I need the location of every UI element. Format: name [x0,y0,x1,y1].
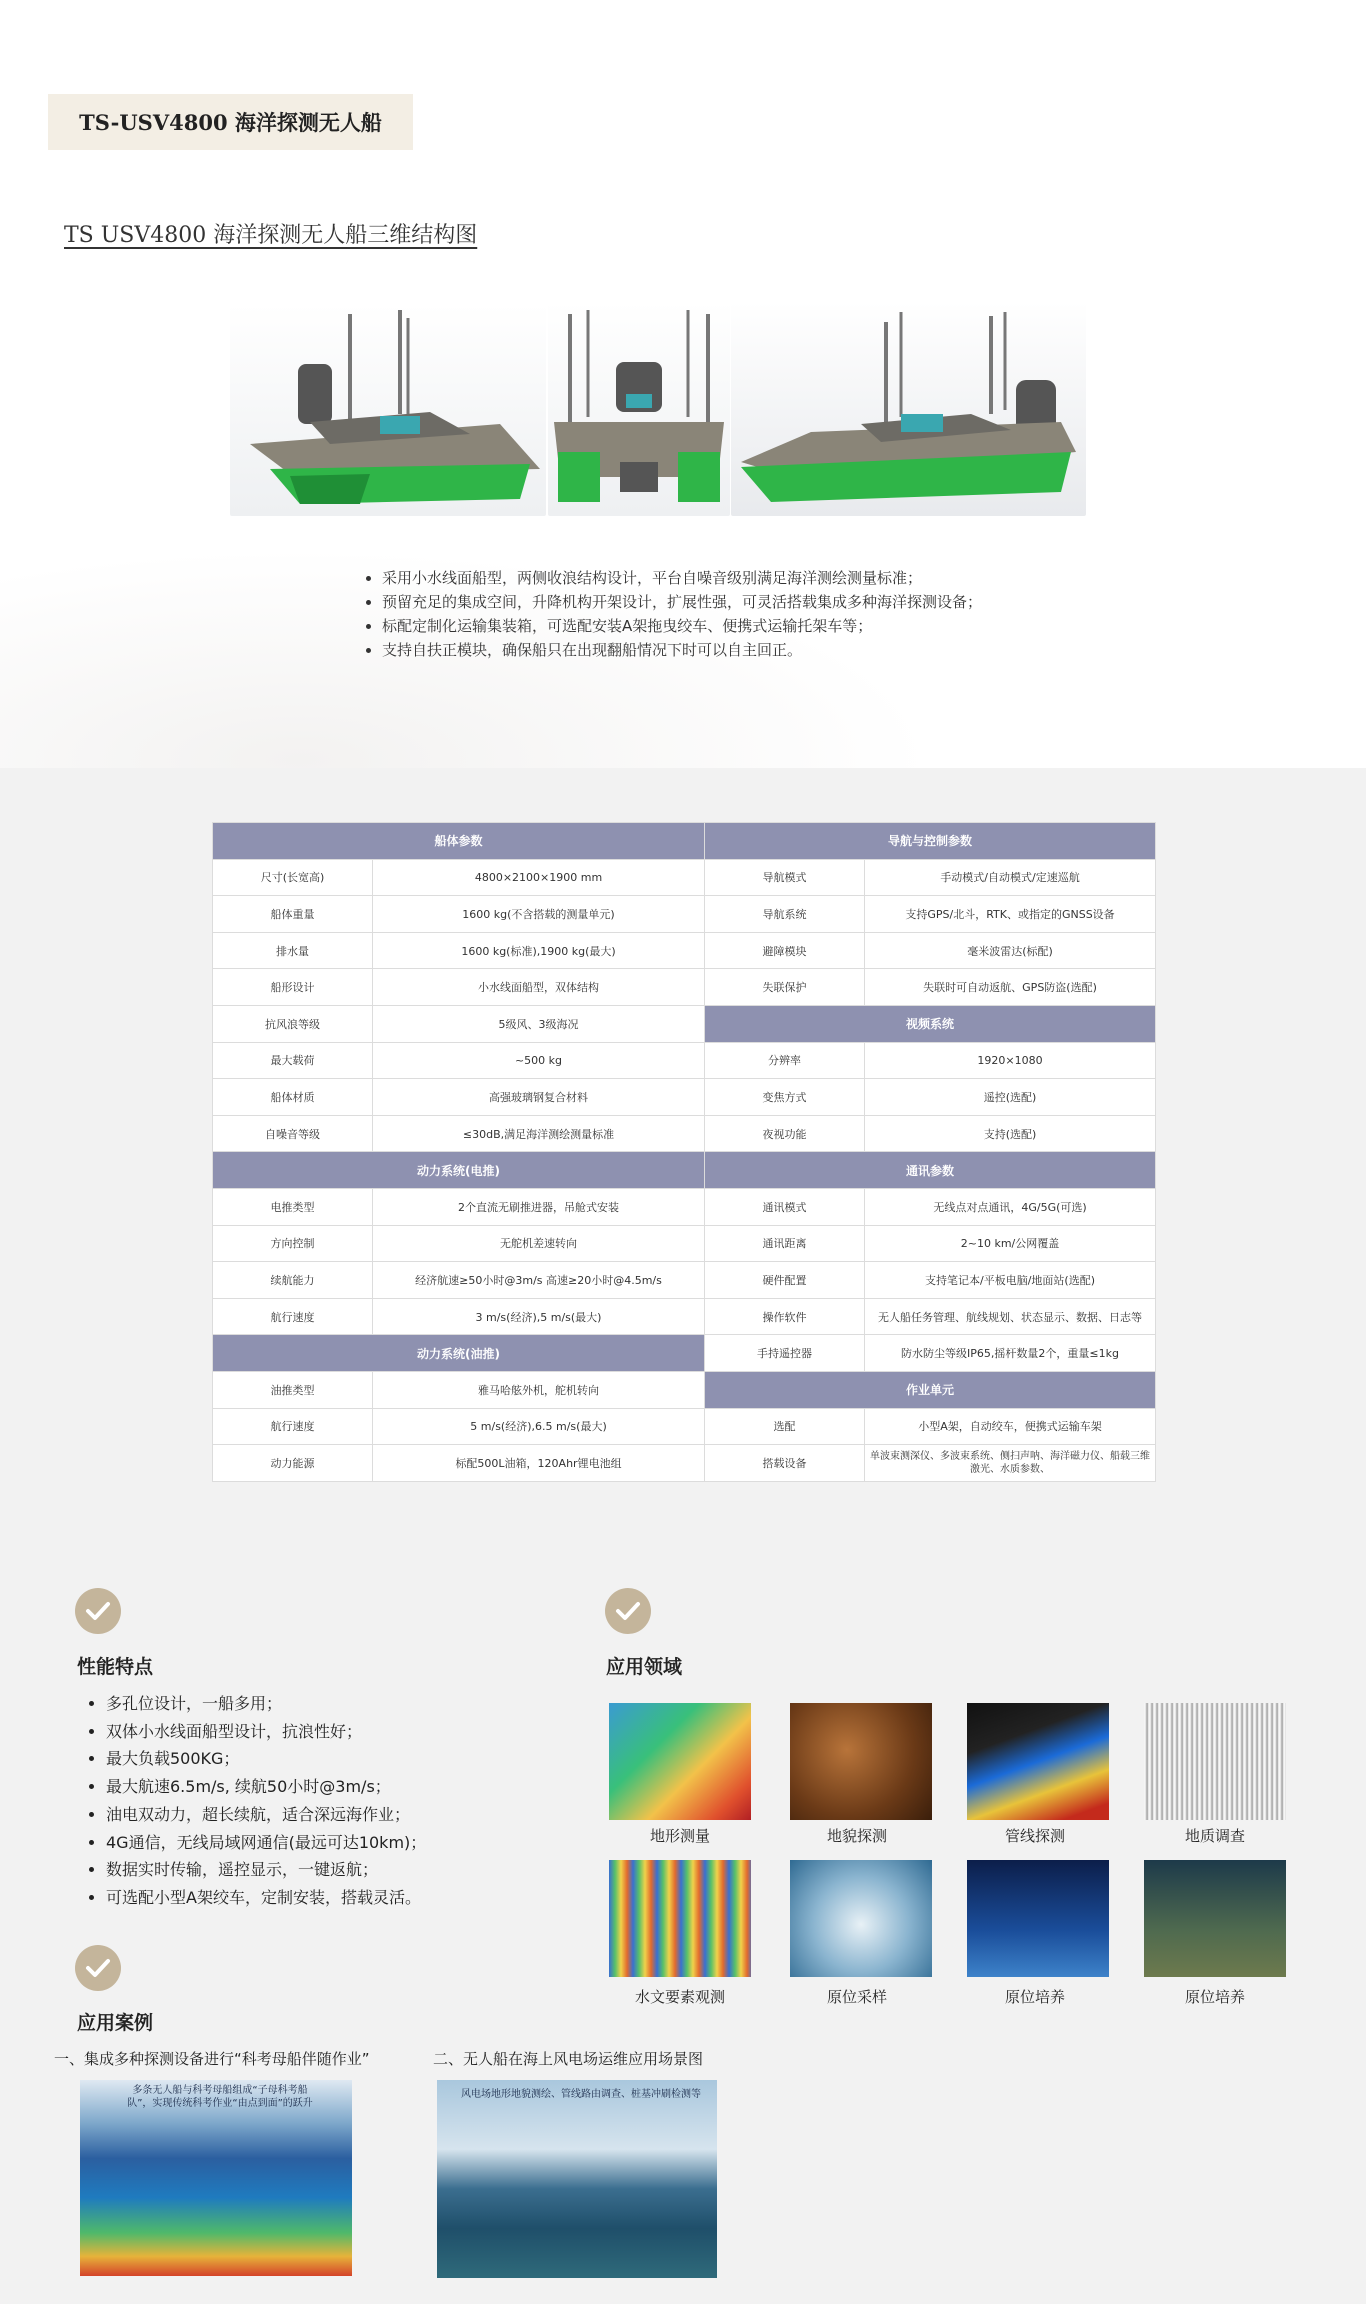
table-row [213,1298,1156,1335]
table-row [213,1225,1156,1262]
table-row [213,1152,1156,1189]
table-cell: 1600 kg(标准),1900 kg(最大) [373,932,705,969]
table-header-video: 视频系统 [705,1005,1156,1042]
table-cell: 标配500L油箱，120Ahr锂电池组 [373,1445,705,1482]
features-title: 性能特点 [77,1656,154,1678]
table-row [213,1371,1156,1408]
table-cell: 无舵机差速转向 [373,1225,705,1262]
table-cell: 硬件配置 [705,1262,865,1299]
feature-item: • 最大负载500KG； [106,1745,426,1773]
table-header-hull: 船体参数 [213,823,705,860]
table-cell: 1600 kg(不含搭载的测量单元) [373,896,705,933]
table-cell: 船体重量 [213,896,373,933]
intro-bullet: • 采用小水线面船型，两侧收浪结构设计，平台自噪音级别满足海洋测绘测量标准； [382,566,982,590]
checkmark-icon [605,1588,651,1634]
checkmark-icon [75,1588,121,1634]
table-cell: 遥控(选配) [865,1079,1156,1116]
table-cell: 航行速度 [213,1408,373,1445]
table-cell: 小型A架，自动绞车，便携式运输车架 [865,1408,1156,1445]
table-cell: 变焦方式 [705,1079,865,1116]
intro-bullet-list [360,566,982,662]
app-caption: 地质调查 [1184,1827,1245,1845]
table-cell: 方向控制 [213,1225,373,1262]
table-cell: 导航模式 [705,859,865,896]
app-image-sampling [790,1860,932,1977]
app-image-culture-1 [967,1860,1109,1977]
table-row [213,896,1156,933]
table-cell: ≤30dB,满足海洋测绘测量标准 [373,1115,705,1152]
app-image-pipeline [967,1703,1109,1820]
page-title: TS-USV4800 海洋探测无人船 [48,94,413,150]
table-cell: 2个直流无刷推进器，吊舱式安装 [373,1188,705,1225]
table-row [213,1408,1156,1445]
table-cell: 小水线面船型，双体结构 [373,969,705,1006]
intro-bullet: • 标配定制化运输集装箱，可选配安装A架拖曳绞车、便携式运输托架车等； [382,614,982,638]
applications-title: 应用领域 [606,1656,683,1678]
table-cell: 尺寸(长宽高) [213,859,373,896]
table-cell: 夜视功能 [705,1115,865,1152]
table-cell: 毫米波雷达(标配) [865,932,1156,969]
structure-subtitle: TS USV4800 海洋探测无人船三维结构图 [64,223,478,248]
spec-table [212,822,1156,1482]
app-image-hydrology [609,1860,751,1977]
table-cell: 失联保护 [705,969,865,1006]
boat-render-side-view [230,304,546,516]
case1-caption: 一、集成多种探测设备进行“科考母船伴随作业” [54,2050,370,2068]
table-row [213,1445,1156,1482]
table-header-comm: 通讯参数 [705,1152,1156,1189]
app-image-landform [790,1703,932,1820]
table-row [213,823,1156,860]
table-cell: 支持笔记本/平板电脑/地面站(选配) [865,1262,1156,1299]
table-cell: 1920×1080 [865,1042,1156,1079]
app-caption: 地貌探测 [826,1827,887,1845]
app-caption: 原位培养 [1184,1988,1245,2006]
feature-item: • 最大航速6.5m/s, 续航50小时@3m/s； [106,1773,426,1801]
table-cell: 通讯模式 [705,1188,865,1225]
table-cell: 操作软件 [705,1298,865,1335]
table-cell: 手持遥控器 [705,1335,865,1372]
intro-bullet: • 支持自扶正模块，确保船只在出现翻船情况下时可以自主回正。 [382,638,982,662]
checkmark-icon [75,1945,121,1991]
table-cell: 选配 [705,1408,865,1445]
table-cell: 3 m/s(经济),5 m/s(最大) [373,1298,705,1335]
feature-item: • 多孔位设计，一船多用； [106,1690,426,1718]
table-cell: 分辨率 [705,1042,865,1079]
table-cell: 最大载荷 [213,1042,373,1079]
table-cell: 船形设计 [213,969,373,1006]
feature-item: • 可选配小型A架绞车，定制安装，搭载灵活。 [106,1884,426,1912]
table-row [213,1188,1156,1225]
app-caption: 原位采样 [826,1988,887,2006]
table-cell: 排水量 [213,932,373,969]
case1-image [80,2080,352,2276]
cases-title: 应用案例 [77,2012,154,2034]
feature-item: • 油电双动力，超长续航，适合深远海作业； [106,1801,426,1829]
table-cell: 动力能源 [213,1445,373,1482]
table-row [213,1262,1156,1299]
case2-overlay-text: 风电场地形地貌测绘、管线路由调查、桩基冲刷检测等 [461,2089,701,2100]
feature-item: • 4G通信，无线局域网通信(最远可达10km)； [106,1829,426,1857]
table-cell: 导航系统 [705,896,865,933]
table-cell: 搭载设备 [705,1445,865,1482]
table-cell: 2~10 km/公网覆盖 [865,1225,1156,1262]
table-row [213,1115,1156,1152]
table-cell: 5 m/s(经济),6.5 m/s(最大) [373,1408,705,1445]
case2-image [437,2080,717,2278]
table-cell: 航行速度 [213,1298,373,1335]
table-cell: 无人船任务管理、航线规划、状态显示、数据、日志等 [865,1298,1156,1335]
boat-render-front-view [731,302,1086,516]
boat-render-rear-view [548,302,730,516]
table-cell: 通讯距离 [705,1225,865,1262]
table-cell: 单波束测深仪、多波束系统、侧扫声呐、海洋磁力仪、船载三维激光、水质参数、 [865,1445,1156,1482]
table-header-nav: 导航与控制参数 [705,823,1156,860]
app-caption: 原位培养 [1004,1988,1065,2006]
table-row [213,969,1156,1006]
table-header-power-oil: 动力系统(油推) [213,1335,705,1372]
case2-caption: 二、无人船在海上风电场运维应用场景图 [433,2050,704,2068]
app-caption: 管线探测 [1004,1827,1065,1845]
app-image-culture-2 [1144,1860,1286,1977]
table-cell: 避障模块 [705,932,865,969]
table-cell: 高强玻璃钢复合材料 [373,1079,705,1116]
table-cell: 油推类型 [213,1371,373,1408]
intro-bullet: • 预留充足的集成空间，升降机构开架设计，扩展性强，可灵活搭载集成多种海洋探测设备； [382,590,982,614]
table-cell: 防水防尘等级IP65,摇杆数量2个，重量≤1kg [865,1335,1156,1372]
table-cell: 支持GPS/北斗，RTK、或指定的GNSS设备 [865,896,1156,933]
table-cell: 经济航速≥50小时@3m/s 高速≥20小时@4.5m/s [373,1262,705,1299]
feature-item: • 数据实时传输，遥控显示，一键返航； [106,1856,426,1884]
app-caption: 水文要素观测 [634,1988,725,2006]
features-list [80,1690,426,1912]
table-row [213,1335,1156,1372]
app-image-geology [1144,1703,1286,1820]
table-row [213,859,1156,896]
feature-item: • 双体小水线面船型设计，抗浪性好； [106,1718,426,1746]
table-row [213,1042,1156,1079]
table-cell: 5级风、3级海况 [373,1005,705,1042]
table-header-work: 作业单元 [705,1371,1156,1408]
table-header-power-electric: 动力系统(电推) [213,1152,705,1189]
table-cell: 4800×2100×1900 mm [373,859,705,896]
table-cell: 抗风浪等级 [213,1005,373,1042]
table-cell: 无线点对点通讯，4G/5G(可选) [865,1188,1156,1225]
table-cell: 支持(选配) [865,1115,1156,1152]
app-image-terrain [609,1703,751,1820]
table-cell: 电推类型 [213,1188,373,1225]
app-caption: 地形测量 [649,1827,710,1845]
table-row [213,932,1156,969]
table-cell: 续航能力 [213,1262,373,1299]
table-row [213,1005,1156,1042]
table-cell: 手动模式/自动模式/定速巡航 [865,859,1156,896]
table-cell: 船体材质 [213,1079,373,1116]
case1-overlay-text: 多条无人船与科考母船组成“子母科考船队”，实现传统科考作业“由点到面”的跃升 [127,2085,313,2109]
table-cell: 失联时可自动返航、GPS防盗(选配) [865,969,1156,1006]
table-row [213,1079,1156,1116]
table-cell: 雅马哈舷外机，舵机转向 [373,1371,705,1408]
table-cell: ~500 kg [373,1042,705,1079]
table-cell: 自噪音等级 [213,1115,373,1152]
